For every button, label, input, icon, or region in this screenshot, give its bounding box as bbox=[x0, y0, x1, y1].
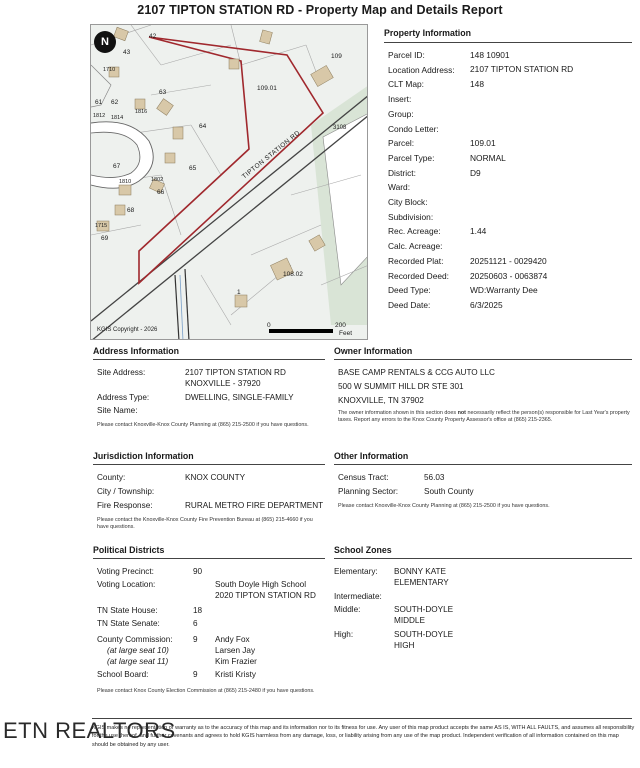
seat11-name: Kim Frazier bbox=[215, 656, 257, 666]
property-info-value: NORMAL bbox=[470, 152, 506, 163]
scale-unit: Feet bbox=[339, 330, 353, 337]
property-info-label: Deed Date: bbox=[388, 299, 431, 310]
fire-response-label: Fire Response: bbox=[97, 500, 153, 510]
report-title: 2107 TIPTON STATION RD - Property Map and Details Report bbox=[137, 3, 503, 17]
site-address-label: Site Address: bbox=[97, 368, 146, 377]
property-info-value bbox=[470, 239, 632, 254]
map-label: 1814 bbox=[111, 115, 124, 121]
property-info-row bbox=[388, 166, 632, 181]
tn-house-label: TN State House: bbox=[97, 606, 158, 616]
property-info-label: CLT Map: bbox=[388, 79, 424, 90]
address-information-heading: Address Information bbox=[93, 346, 180, 356]
census-tract-label: Census Tract: bbox=[338, 473, 389, 482]
owner-line1: BASE CAMP RENTALS & CCG AUTO LLC bbox=[338, 368, 495, 377]
map-label: 63 bbox=[159, 89, 167, 96]
map-copyright: KGIS Copyright - 2026 bbox=[97, 327, 158, 333]
property-info-row bbox=[388, 210, 632, 225]
property-info-value: 1.44 bbox=[470, 226, 487, 237]
census-tract-value: 56.03 bbox=[424, 473, 445, 482]
school-board-number: 9 bbox=[193, 670, 198, 680]
property-info-row bbox=[388, 239, 632, 254]
city-label: City / Township: bbox=[97, 486, 155, 496]
county-commission-label: County Commission: bbox=[97, 634, 173, 644]
property-info-value: 20250603 - 0063874 bbox=[470, 270, 548, 281]
property-info-value bbox=[470, 92, 632, 107]
map-label: 65 bbox=[189, 165, 197, 172]
divider bbox=[93, 558, 325, 559]
property-info-label: Location Address: bbox=[388, 64, 455, 75]
site-name-label: Site Name: bbox=[97, 406, 138, 416]
property-info-value: 6/3/2025 bbox=[470, 299, 503, 310]
property-info-label: Group: bbox=[388, 108, 414, 119]
property-info-row bbox=[388, 224, 632, 239]
map-label: 1812 bbox=[93, 113, 106, 119]
elementary-line2: ELEMENTARY bbox=[394, 577, 449, 587]
property-info-row bbox=[388, 283, 632, 298]
county-commission-number: 9 bbox=[193, 634, 198, 644]
other-information bbox=[338, 473, 628, 498]
map-label: 109.01 bbox=[257, 85, 277, 92]
property-info-value bbox=[470, 107, 632, 122]
owner-note bbox=[338, 410, 630, 424]
property-info-value: D9 bbox=[470, 167, 481, 178]
property-information-table bbox=[388, 48, 632, 313]
property-info-value bbox=[470, 180, 632, 195]
owner-note-part2: necessarily reflect the person(s) responsible for Last Year's property taxes. Report any errors to the Knox County Property Assessor's office at (865) 215-2365. bbox=[338, 410, 630, 424]
property-info-label: Subdivision: bbox=[388, 211, 434, 222]
property-info-label: Parcel Type: bbox=[388, 152, 435, 163]
owner-information-heading: Owner Information bbox=[334, 346, 413, 356]
intermediate-label: Intermediate: bbox=[334, 591, 382, 601]
owner-note-bold: not bbox=[457, 410, 466, 416]
fire-response-value: RURAL METRO FIRE DEPARTMENT bbox=[185, 500, 324, 510]
property-info-value: 109.01 bbox=[470, 138, 496, 149]
property-info-label: Insert: bbox=[388, 94, 412, 105]
school-zones bbox=[334, 567, 624, 652]
map-label: 68 bbox=[127, 207, 135, 214]
property-info-label: District: bbox=[388, 167, 416, 178]
owner-line3: KNOXVILLE, TN 37902 bbox=[338, 395, 424, 405]
voting-location-label: Voting Location: bbox=[97, 579, 156, 589]
county-label: County: bbox=[97, 473, 126, 482]
address-type-label: Address Type: bbox=[97, 392, 150, 402]
property-info-label: Calc. Acreage: bbox=[388, 241, 443, 252]
school-zones-heading: School Zones bbox=[334, 545, 392, 555]
elementary-label: Elementary: bbox=[334, 567, 378, 576]
owner-line2: 500 W SUMMIT HILL DR STE 301 bbox=[338, 381, 464, 391]
watermark-logo: ETN REALTORS bbox=[3, 718, 176, 743]
property-info-value: 148 10901 bbox=[470, 50, 510, 60]
site-address-line1: 2107 TIPTON STATION RD bbox=[185, 368, 286, 377]
property-info-label: Parcel: bbox=[388, 138, 415, 149]
planning-sector-label: Planning Sector: bbox=[338, 486, 399, 496]
property-map bbox=[90, 24, 368, 340]
property-info-label: Recorded Plat: bbox=[388, 255, 444, 266]
scale-bar bbox=[269, 329, 333, 333]
property-info-row bbox=[388, 77, 632, 92]
property-info-row bbox=[388, 151, 632, 166]
other-note: Please contact Knoxville-Knox County Planning at (865) 215-2500 if you have questions. bbox=[338, 503, 550, 509]
map-label: 42 bbox=[149, 33, 157, 40]
jurisdiction-information bbox=[97, 473, 325, 511]
seat11-label: (at large seat 11) bbox=[107, 656, 169, 666]
property-info-label: Parcel ID: bbox=[388, 50, 425, 60]
map-label: 43 bbox=[123, 49, 131, 56]
high-line1: SOUTH-DOYLE bbox=[394, 629, 454, 639]
property-info-label: Condo Letter: bbox=[388, 123, 439, 134]
divider bbox=[93, 464, 325, 465]
tn-senate-value: 6 bbox=[193, 619, 198, 629]
middle-line2: MIDDLE bbox=[394, 616, 425, 626]
political-note: Please contact Knox County Election Commission at (865) 215-2480 if you have questions. bbox=[97, 688, 315, 694]
divider bbox=[334, 359, 632, 360]
property-info-row bbox=[388, 48, 632, 63]
county-value: KNOX COUNTY bbox=[185, 473, 246, 482]
owner-information bbox=[338, 368, 628, 406]
map-label: 62 bbox=[111, 99, 119, 106]
political-districts-heading: Political Districts bbox=[93, 545, 165, 555]
map-label: 61 bbox=[95, 99, 103, 106]
property-info-label: Ward: bbox=[388, 182, 411, 193]
divider bbox=[334, 558, 632, 559]
county-commission-name: Andy Fox bbox=[215, 634, 250, 644]
voting-precinct-value: 90 bbox=[193, 567, 203, 576]
map-label: 1816 bbox=[135, 109, 148, 115]
map-label: 66 bbox=[157, 189, 165, 196]
property-info-value bbox=[470, 122, 632, 137]
tn-house-value: 18 bbox=[193, 606, 203, 616]
property-info-label: City Block: bbox=[388, 197, 428, 208]
property-info-label: Recorded Deed: bbox=[388, 270, 449, 281]
map-label: 108.02 bbox=[283, 271, 303, 278]
seat10-label: (at large seat 10) bbox=[107, 645, 169, 655]
road-label: TIPTON STATION RD bbox=[241, 129, 302, 181]
planning-sector-value: South County bbox=[424, 486, 474, 496]
map-label: 3108 bbox=[333, 125, 347, 131]
property-info-row bbox=[388, 269, 632, 284]
jurisdiction-information-heading: Jurisdiction Information bbox=[93, 451, 194, 461]
address-note: Please contact Knoxville-Knox County Planning at (865) 215-2500 if you have questions. bbox=[97, 422, 309, 428]
site-address-line2: KNOXVILLE - 37920 bbox=[185, 378, 261, 388]
owner-note-part1: The owner information shown in this section does bbox=[338, 410, 458, 416]
property-info-row bbox=[388, 136, 632, 151]
seat10-name: Larsen Jay bbox=[215, 645, 256, 655]
school-board-name: Kristi Kristy bbox=[215, 670, 256, 680]
map-drawing bbox=[91, 25, 368, 340]
property-info-row bbox=[388, 180, 632, 195]
voting-location-line2: 2020 TIPTON STATION RD bbox=[215, 590, 316, 600]
address-type-value: DWELLING, SINGLE-FAMILY bbox=[185, 392, 294, 402]
map-label: 69 bbox=[101, 235, 109, 242]
school-board-label: School Board: bbox=[97, 670, 149, 680]
divider bbox=[334, 464, 632, 465]
property-info-value bbox=[470, 210, 632, 225]
property-info-label: Deed Type: bbox=[388, 285, 431, 296]
map-label: 1802 bbox=[151, 177, 164, 183]
high-line2: HIGH bbox=[394, 640, 415, 650]
voting-location-line1: South Doyle High School bbox=[215, 579, 307, 589]
political-districts bbox=[97, 567, 327, 681]
property-information-heading: Property Information bbox=[384, 28, 471, 38]
scale-end: 200 bbox=[335, 322, 346, 329]
tn-senate-label: TN State Senate: bbox=[97, 619, 160, 629]
map-label: 67 bbox=[113, 163, 121, 170]
map-label: 109 bbox=[331, 53, 342, 60]
disclaimer: KGIS makes no representation or warranty as to the accuracy of this map and its information nor to its fitness for use. Any user of this map product accepts the same AS IS, WITH ALL FAULTS, and assumes all responsibility for the use thereof, and further covenants and agrees to hold KGIS harmless from any damage, loss, or liability arising from any use of the map product. Independent verification of all information contained on this map should be obtained by any user. bbox=[92, 725, 635, 748]
divider bbox=[384, 42, 632, 43]
other-information-heading: Other Information bbox=[334, 451, 409, 461]
north-arrow-icon: N bbox=[94, 31, 116, 53]
property-info-row bbox=[388, 92, 632, 107]
voting-precinct-label: Voting Precinct: bbox=[97, 567, 154, 576]
property-info-row bbox=[388, 298, 632, 313]
map-label: 1810 bbox=[119, 179, 132, 185]
property-info-row bbox=[388, 107, 632, 122]
property-info-row bbox=[388, 122, 632, 137]
property-info-value: WD:Warranty Dee bbox=[470, 285, 538, 296]
property-info-row bbox=[388, 254, 632, 269]
map-label: 1710 bbox=[103, 67, 116, 73]
property-info-row bbox=[388, 63, 632, 78]
high-label: High: bbox=[334, 629, 354, 639]
map-label: 1715 bbox=[95, 223, 108, 229]
property-info-label: Rec. Acreage: bbox=[388, 226, 441, 237]
elementary-line1: BONNY KATE bbox=[394, 567, 447, 576]
map-label: 1 bbox=[237, 289, 241, 296]
middle-line1: SOUTH-DOYLE bbox=[394, 605, 454, 615]
map-label: 64 bbox=[199, 123, 207, 130]
property-info-value bbox=[470, 195, 632, 210]
middle-label: Middle: bbox=[334, 605, 361, 615]
address-information bbox=[97, 368, 325, 417]
property-info-value: 2107 TIPTON STATION RD bbox=[470, 64, 574, 75]
property-info-row bbox=[388, 195, 632, 210]
jurisdiction-note: Please contact the Knoxville-Knox County Fire Prevention Bureau at (865) 215-4660 if you have questions. bbox=[97, 517, 313, 531]
property-info-value: 148 bbox=[470, 79, 484, 90]
property-info-value: 20251121 - 0029420 bbox=[470, 255, 547, 266]
scale-start: 0 bbox=[267, 322, 271, 329]
divider bbox=[93, 359, 325, 360]
